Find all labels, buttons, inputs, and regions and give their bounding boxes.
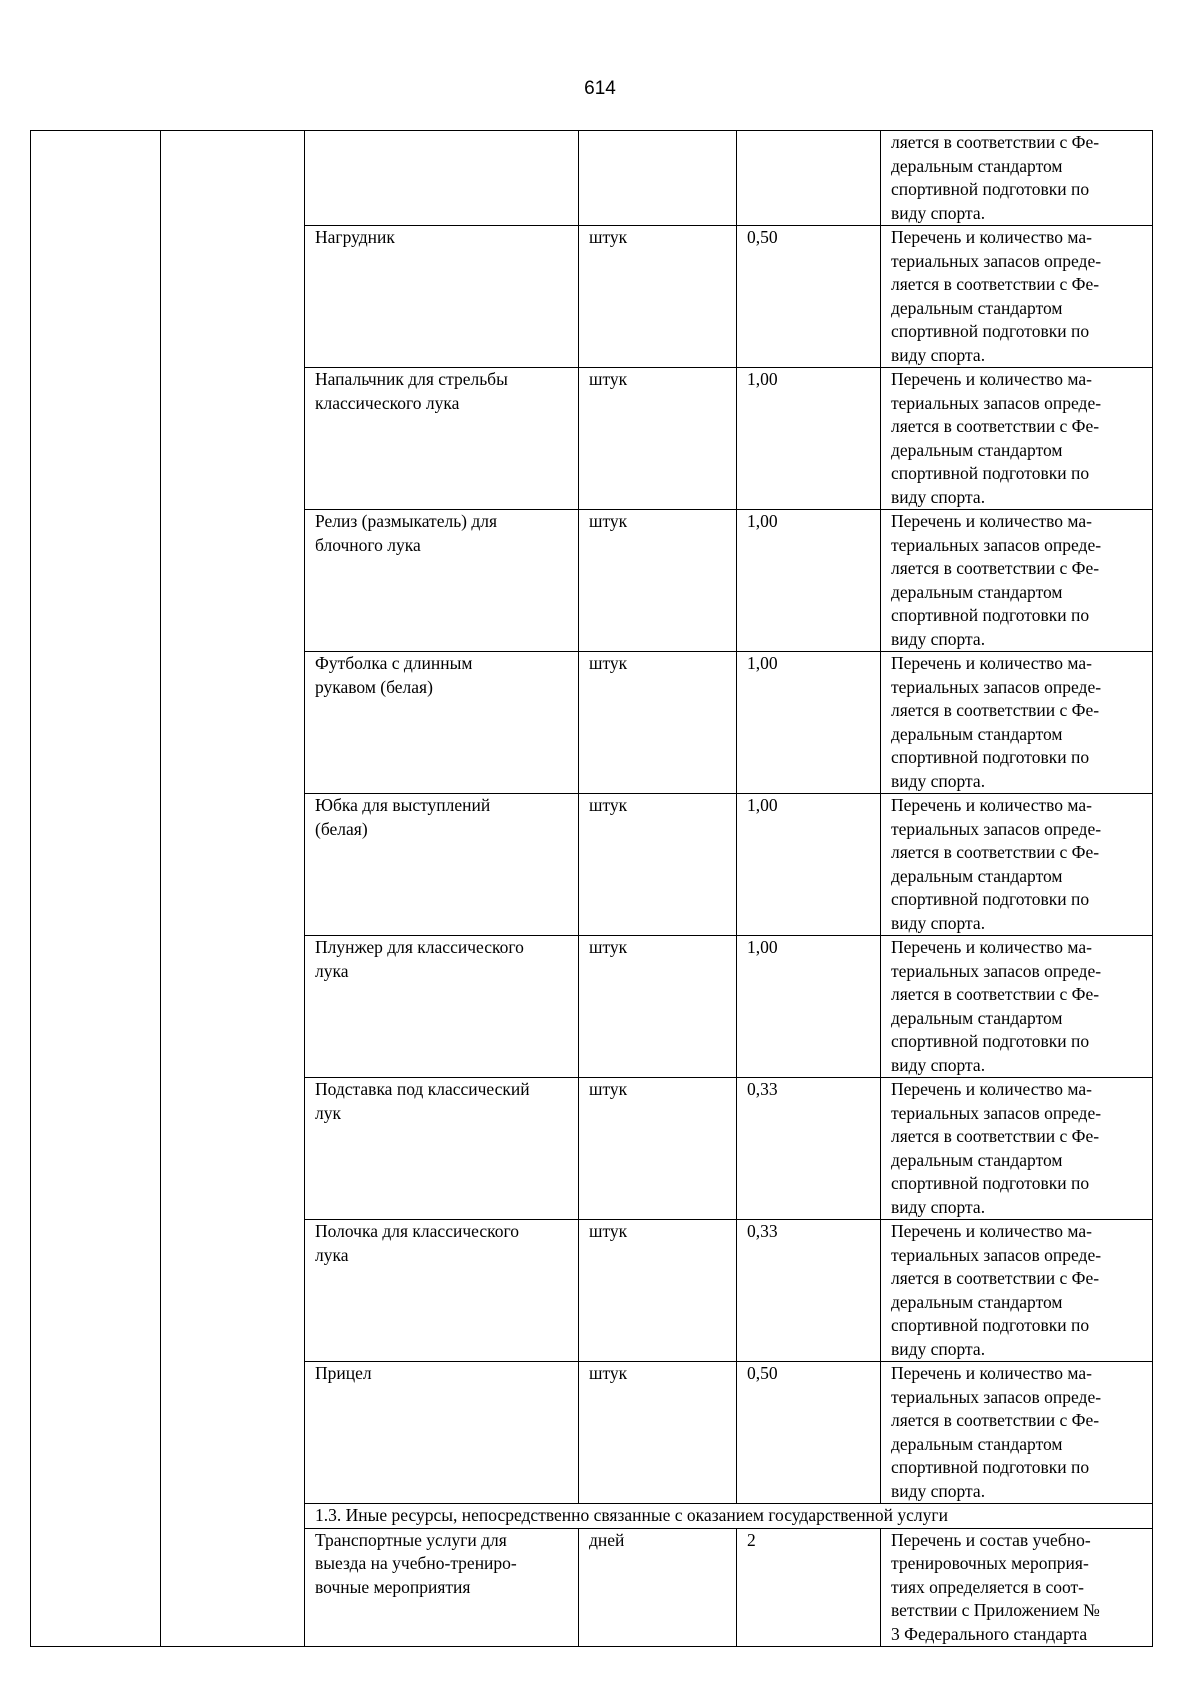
item-unit: штук: [589, 227, 628, 247]
note-text: ляется в соответствии с Фе- деральным стандартом спортивной подготовки по виду спорта.: [891, 132, 1100, 223]
name-cell: [305, 652, 579, 794]
name-cell: [305, 510, 579, 652]
value-cell: [737, 226, 881, 368]
item-value: 0,50: [747, 1363, 778, 1383]
item-unit: штук: [589, 1221, 628, 1241]
item-name: Напальчник для стрельбы классического лука: [315, 369, 508, 413]
item-note: Перечень и количество ма- териальных запасов опреде- ляется в соответствии с Фе- деральным стандартом спортивной подготовки по виду спорта.: [891, 369, 1102, 507]
name-cell: [305, 936, 579, 1078]
note-cell: [881, 936, 1153, 1078]
item-unit: штук: [589, 795, 628, 815]
item-name: Плунжер для классического лука: [315, 937, 524, 981]
item-note: Перечень и количество ма- териальных запасов опреде- ляется в соответствии с Фе- деральным стандартом спортивной подготовки по виду спорта.: [891, 1079, 1102, 1217]
item-note: Перечень и количество ма- териальных запасов опреде- ляется в соответствии с Фе- деральным стандартом спортивной подготовки по виду спорта.: [891, 1363, 1102, 1501]
note-cell: [881, 510, 1153, 652]
name-cell: [305, 1220, 579, 1362]
value-cell: [737, 1220, 881, 1362]
value-cell: [737, 131, 881, 226]
section-heading-cell: [305, 1504, 1153, 1529]
item-value: 1,00: [747, 653, 778, 673]
table-row-continuation: [31, 131, 1153, 226]
item-note: Перечень и количество ма- териальных запасов опреде- ляется в соответствии с Фе- деральным стандартом спортивной подготовки по виду спорта.: [891, 1221, 1102, 1359]
item-name: Нагрудник: [315, 227, 395, 247]
item-name: Юбка для выступлений (белая): [315, 795, 491, 839]
item-name: Футболка с длинным рукавом (белая): [315, 653, 473, 697]
note-cell: [881, 1078, 1153, 1220]
item-unit: штук: [589, 369, 628, 389]
item-note: Перечень и количество ма- териальных запасов опреде- ляется в соответствии с Фе- деральным стандартом спортивной подготовки по виду спорта.: [891, 795, 1102, 933]
item-value: 1,00: [747, 369, 778, 389]
name-cell: [305, 1528, 579, 1647]
item-name: Полочка для классического лука: [315, 1221, 519, 1265]
item-value: 0,50: [747, 227, 778, 247]
unit-cell: [579, 131, 737, 226]
item-unit: дней: [589, 1529, 625, 1550]
item-unit: штук: [589, 653, 628, 673]
item-value: 0,33: [747, 1221, 778, 1241]
item-note: Перечень и количество ма- териальных запасов опреде- ляется в соответствии с Фе- деральным стандартом спортивной подготовки по виду спорта.: [891, 511, 1102, 649]
unit-cell: [579, 1078, 737, 1220]
name-cell: [305, 794, 579, 936]
item-value: 2: [747, 1529, 756, 1550]
unit-cell: [579, 368, 737, 510]
name-cell: [305, 226, 579, 368]
value-cell: [737, 794, 881, 936]
item-note: Перечень и количество ма- териальных запасов опреде- ляется в соответствии с Фе- деральным стандартом спортивной подготовки по виду спорта.: [891, 227, 1102, 365]
item-name: Подставка под классический лук: [315, 1079, 530, 1123]
name-cell: [305, 1078, 579, 1220]
note-cell: [881, 1528, 1153, 1647]
unit-cell: [579, 1362, 737, 1504]
item-unit: штук: [589, 1079, 628, 1099]
resources-table: [30, 130, 1153, 1647]
unit-cell: [579, 652, 737, 794]
unit-cell: [579, 936, 737, 1078]
unit-cell: [579, 226, 737, 368]
note-cell: [881, 131, 1153, 226]
note-cell: [881, 1220, 1153, 1362]
item-name: Релиз (размыкатель) для блочного лука: [315, 511, 498, 555]
item-value: 1,00: [747, 511, 778, 531]
name-cell: [305, 131, 579, 226]
outer-col-1-cell: [31, 131, 161, 1647]
note-cell: [881, 652, 1153, 794]
name-cell: [305, 1362, 579, 1504]
note-cell: [881, 794, 1153, 936]
unit-cell: [579, 510, 737, 652]
note-cell: [881, 368, 1153, 510]
section-heading: 1.3. Иные ресурсы, непосредственно связанные с оказанием государственной услуги: [315, 1505, 948, 1525]
item-unit: штук: [589, 937, 628, 957]
value-cell: [737, 936, 881, 1078]
item-name: Транспортные услуги для выезда на учебно-трениро- вочные мероприятия: [315, 1529, 517, 1597]
item-note: Перечень и состав учебно- тренировочных мероприя- тиях определяется в соот- ветствии с Приложением № 3 Федерального стандарта: [891, 1529, 1100, 1644]
item-note: Перечень и количество ма- териальных запасов опреде- ляется в соответствии с Фе- деральным стандартом спортивной подготовки по виду спорта.: [891, 653, 1102, 791]
note-cell: [881, 226, 1153, 368]
item-value: 1,00: [747, 795, 778, 815]
item-unit: штук: [589, 1363, 628, 1383]
value-cell: [737, 510, 881, 652]
outer-col-2-cell: [161, 131, 305, 1647]
name-cell: [305, 368, 579, 510]
item-name: Прицел: [315, 1363, 372, 1383]
value-cell: [737, 1528, 881, 1647]
unit-cell: [579, 1220, 737, 1362]
item-unit: штук: [589, 511, 628, 531]
unit-cell: [579, 794, 737, 936]
value-cell: [737, 1362, 881, 1504]
item-value: 0,33: [747, 1079, 778, 1099]
note-cell: [881, 1362, 1153, 1504]
value-cell: [737, 368, 881, 510]
unit-cell: [579, 1528, 737, 1647]
value-cell: [737, 652, 881, 794]
page-number: 614: [584, 78, 616, 99]
item-note: Перечень и количество ма- териальных запасов опреде- ляется в соответствии с Фе- деральным стандартом спортивной подготовки по виду спорта.: [891, 937, 1102, 1075]
item-value: 1,00: [747, 937, 778, 957]
value-cell: [737, 1078, 881, 1220]
